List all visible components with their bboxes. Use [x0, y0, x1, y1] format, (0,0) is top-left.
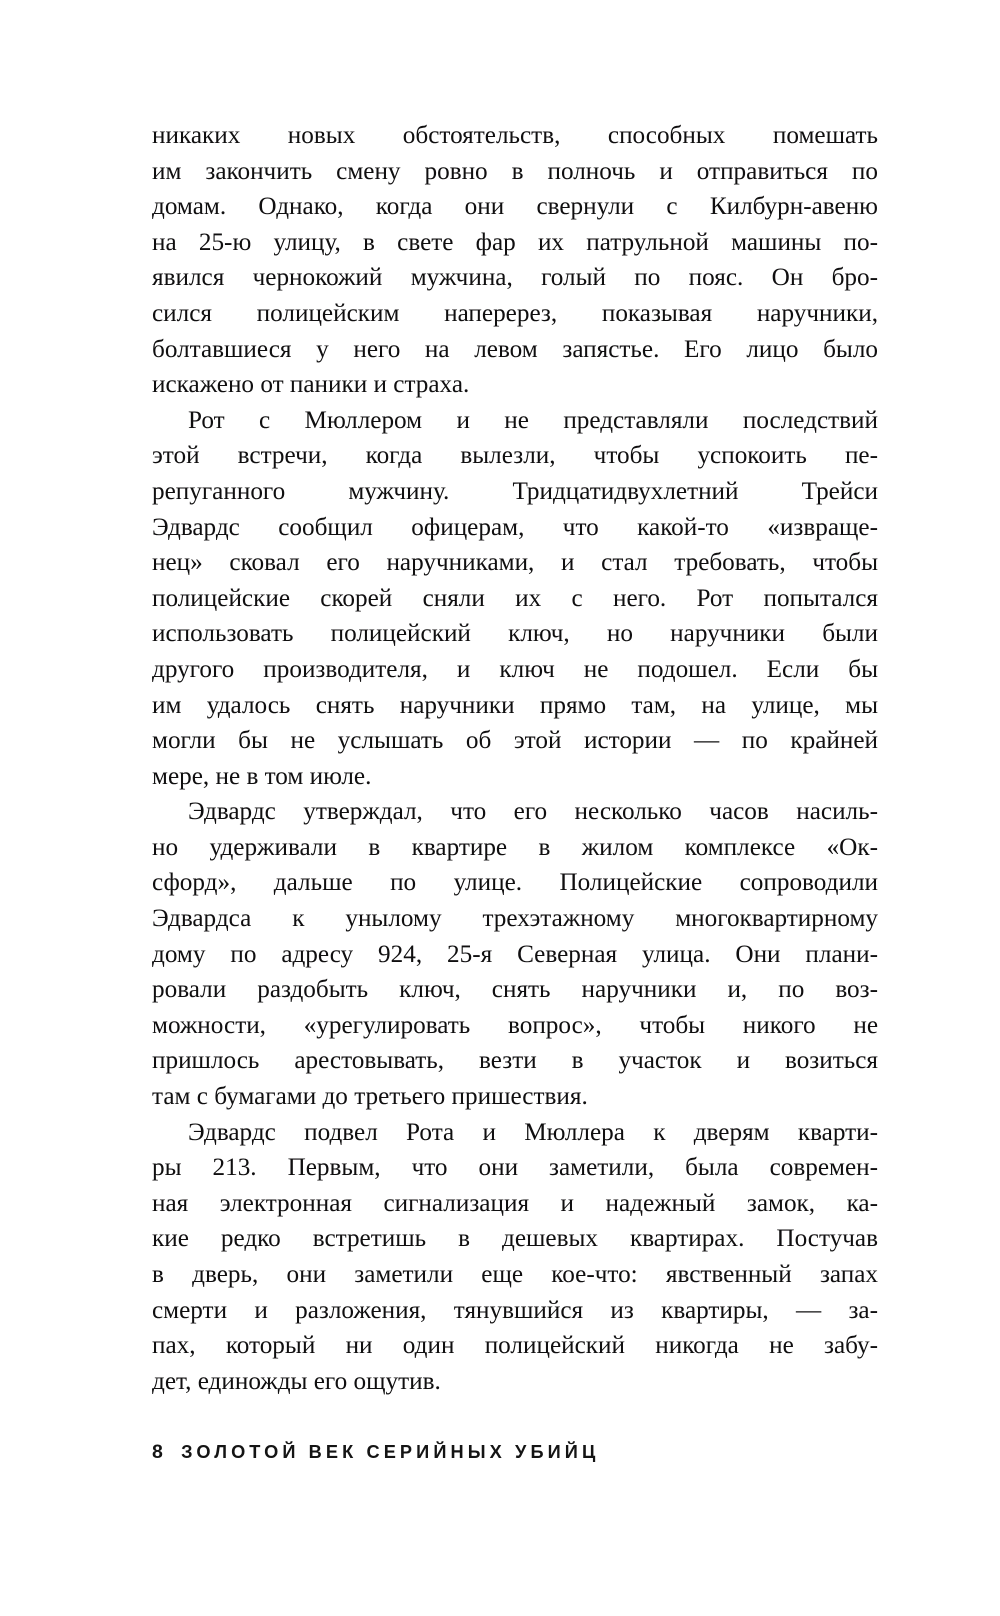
text-line: домам. Однако, когда они свернули с Килбурн-авеню [152, 193, 878, 221]
text-line: пришлось арестовывать, везти в участок и возиться [152, 1047, 878, 1075]
text-line: там с бумагами до третьего пришествия. [152, 1083, 588, 1111]
text-line: им удалось снять наручники прямо там, на улице, мы [152, 691, 878, 719]
text-line: сился полицейским наперерез, показывая наручники, [152, 299, 878, 327]
paragraph [152, 118, 878, 403]
text-line: им закончить смену ровно в полночь и отправиться по [152, 157, 878, 185]
text-line: кие редко встретишь в дешевых квартирах. Постучав [152, 1225, 878, 1253]
text-line: этой встречи, когда вылезли, чтобы успокоить пе- [152, 442, 878, 470]
page-text-block [152, 118, 878, 1399]
text-line: пах, который ни один полицейский никогда не забу- [152, 1332, 878, 1360]
text-line: сфорд», дальше по улице. Полицейские сопроводили [152, 869, 878, 897]
text-line: репуганного мужчину. Тридцатидвухлетний Трейси [152, 477, 878, 505]
text-line: полицейские скорей сняли их с него. Рот попытался [152, 584, 878, 612]
page-footer [152, 1441, 599, 1464]
text-line: дет, единожды его ощутив. [152, 1367, 441, 1395]
text-line: Эдвардса к унылому трехэтажному многоквартирному [152, 905, 878, 933]
text-line: ровали раздобыть ключ, снять наручники и, по воз- [152, 976, 878, 1004]
text-line: явился чернокожий мужчина, голый по пояс. Он бро- [152, 264, 878, 292]
text-line: другого производителя, и ключ не подошел. Если бы [152, 655, 878, 683]
running-title: ЗОЛОТОЙ ВЕК СЕРИЙНЫХ УБИЙЦ [181, 1442, 600, 1462]
text-line: можности, «урегулировать вопрос», чтобы никого не [152, 1011, 878, 1039]
text-line: мере, не в том июле. [152, 762, 372, 790]
page-number: 8 [152, 1441, 164, 1463]
text-line: на 25-ю улицу, в свете фар их патрульной машины по- [152, 228, 878, 256]
text-line: никаких новых обстоятельств, способных помешать [152, 122, 878, 149]
text-line: нец» сковал его наручниками, и стал требовать, чтобы [152, 549, 878, 577]
paragraph [152, 794, 878, 1114]
text-line: болтавшиеся у него на левом запястье. Его лицо было [152, 335, 878, 363]
text-line: ры 213. Первым, что они заметили, была современ- [152, 1154, 878, 1182]
paragraph [152, 403, 878, 795]
text-line: но удерживали в квартире в жилом комплексе «Ок- [152, 833, 878, 861]
text-line: ная электронная сигнализация и надежный замок, ка- [152, 1189, 878, 1217]
text-line: могли бы не услышать об этой истории — по крайней [152, 727, 878, 755]
text-line: Эдвардс сообщил офицерам, что какой-то «извраще- [152, 513, 878, 541]
text-line: использовать полицейский ключ, но наручники были [152, 620, 878, 648]
text-line: дому по адресу 924, 25-я Северная улица. Они плани- [152, 940, 878, 968]
text-line: искажено от паники и страха. [152, 371, 470, 399]
text-line: смерти и разложения, тянувшийся из квартиры, — за- [152, 1296, 878, 1324]
text-line: Рот с Мюллером и не представляли последствий [188, 406, 878, 434]
paragraph [152, 1115, 878, 1400]
text-line: Эдвардс подвел Рота и Мюллера к дверям кварти- [188, 1118, 878, 1146]
text-line: в дверь, они заметили еще кое-что: явственный запах [152, 1261, 878, 1288]
text-line: Эдвардс утверждал, что его несколько часов насиль- [188, 798, 878, 826]
